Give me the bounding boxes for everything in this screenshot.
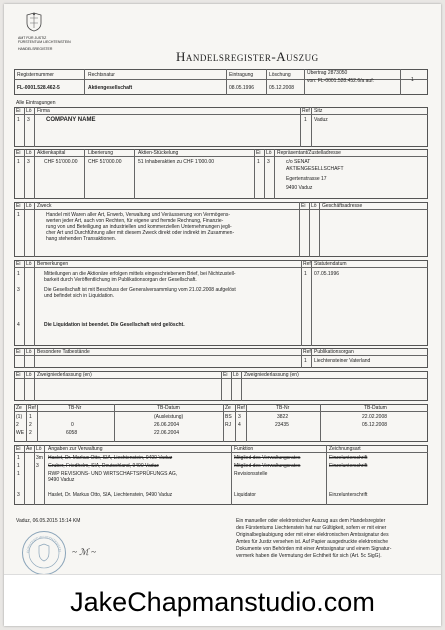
bem-r1-line-2: barkeit durch Veröffentlichung im Publikationsorgan der Gesellschaft. — [44, 277, 197, 283]
alle-eintragungen-label: Alle Eintragungen — [16, 100, 56, 106]
vw-h-ei: Ei — [16, 446, 21, 452]
note-line-2: des Fürstentums Liechtenstein hat nur Gültigkeit, sofern er mit einer — [236, 525, 387, 531]
bem-r1-line-1: Mitteilungen an die Aktionäre erfolgen mittels eingeschriebenem Brief, bei Nichtzustell- — [44, 271, 236, 277]
vw-r5-name: Haslet, Dr. Markus Otto, SIA, Liechtenstein, 9490 Vaduz — [48, 492, 173, 498]
tb-right-nr-2: 23435 — [275, 422, 289, 428]
zweck-h-zweck: Zweck — [37, 203, 52, 209]
bem-h-stat: Statutendatum — [314, 261, 347, 267]
coat-label-1: AMT FÜR JUSTIZ — [18, 36, 47, 40]
vw-r1-ei: 1 — [17, 455, 20, 461]
rep-line-4: 9490 Vaduz — [286, 185, 313, 191]
firma-h-ei: Ei — [16, 108, 21, 114]
tb-h-ref: Ref — [303, 349, 311, 355]
vw-r5-zeichnung: Einzelunterschrift — [329, 492, 368, 498]
kapital-h-lo2: Lö — [266, 150, 272, 156]
tb-left-ze-2: 2 — [16, 422, 19, 428]
rep-line-1: c/o SENAT — [286, 159, 311, 165]
sitz-ref: 1 — [304, 117, 307, 123]
note-line-1: Ein manueller oder elektronischer Auszug aus dem Handelsregister — [236, 518, 386, 524]
bem-r1-ei: 1 — [17, 271, 20, 277]
vw-h-angaben: Angaben zur Verwaltung — [48, 446, 103, 452]
zweck-line-5: hang stehenden Transaktionen. — [46, 236, 117, 242]
tb-h-lo: Lö — [26, 349, 32, 355]
liberierung-value: CHF 51'000.00 — [88, 159, 122, 165]
tb-left-ref-3: 2 — [29, 430, 32, 436]
zw-h-lo: Lö — [26, 372, 32, 378]
zw-h-zw2: Zweigniederlassung (en) — [244, 372, 299, 378]
registernummer-value: FL-0001.528.462-5 — [17, 85, 60, 91]
kapital-row-lo: 3 — [27, 159, 30, 165]
tb-h-ze2: Ze — [225, 405, 231, 411]
tb-h-pub: Publikationsorgan — [314, 349, 354, 355]
bem-h-ei: Ei — [16, 261, 21, 267]
vw-h-ae: Äe — [26, 446, 33, 452]
vw-r1-name: Haslet, Dr. Markus Otto, SIA, Liechtenstein, 9490 Vaduz — [48, 455, 173, 461]
bem-r3-ei: 4 — [17, 322, 20, 328]
page-number: 1 — [411, 77, 414, 83]
vw-r1-zeichnung: Einzelunterschrift — [329, 455, 368, 461]
stueckelung-value: 51 Inhaberaktien zu CHF 1'000.00 — [138, 159, 215, 165]
aktienkapital-value: CHF 51'000.00 — [44, 159, 78, 165]
vw-r3-name: RWP REVISIONS- UND WIRTSCHAFTSPRÜFUNGS AG, — [48, 471, 178, 477]
stat-ref: 1 — [304, 271, 307, 277]
bem-r2-line-1: Die Gesellschaft ist mit Beschluss der Generalversammlung vom 21.02.2008 aufgelöst — [44, 287, 236, 293]
tb-right-ze-1: BS — [225, 414, 232, 420]
vw-h-lo: Lö — [36, 446, 42, 452]
tb-h-tbnr2: TB-Nr — [276, 405, 290, 411]
tb-left-nr-2: 0 — [71, 422, 74, 428]
kapital-h-ref: Ei — [256, 150, 261, 156]
tb-left-nr-3: 6058 — [66, 430, 78, 436]
tb-left-ref-1: 1 — [29, 414, 32, 420]
vw-h-zeichnung: Zeichnungsart — [329, 446, 361, 452]
vw-r2-funktion: Mitglied des Verwaltungsrates — [234, 463, 301, 469]
note-line-4: Amtes für Justiz versehen ist. Auf Papier ausgedruckte elektronische — [236, 539, 389, 545]
kapital-h-lib: Liberierung — [88, 150, 114, 156]
zweck-line-2: werten jeder Art, auch von Rechten, für eigene und fremde Rechnung, Finanzie- — [46, 218, 224, 224]
rechtsnatur-value: Aktiengesellschaft — [88, 85, 133, 91]
zweck-h-lo: Lö — [26, 203, 32, 209]
tb-left-ze-1: (1) — [16, 414, 23, 420]
col-uebertrag: Übertrag 2873050 — [307, 70, 348, 76]
vw-r2-zeichnung: Einzelunterschrift — [329, 463, 368, 469]
coat-of-arms-icon — [26, 12, 42, 32]
zw-h-lo2: Lö — [233, 372, 239, 378]
zw-h-zw: Zweigniederlassung (en) — [37, 372, 92, 378]
col-eintragung: Eintragung — [229, 72, 254, 78]
note-line-6: vermerk haben die Vermutung der Echtheit für sich (Art. 5c SigG). — [236, 553, 382, 559]
bem-h-lo: Lö — [26, 261, 32, 267]
zweck-line-3: rung von und Beteiligung an industriellen und kommerziellen Unternehmungen jegli- — [46, 224, 232, 230]
bem-r3-text: Die Liquidation ist beendet. Die Gesellschaft wird gelöscht. — [44, 322, 185, 328]
eintragung-value: 08.05.1996 — [229, 85, 255, 91]
vw-r1-funktion: Mitglied des Verwaltungsrates — [234, 455, 301, 461]
stamp-text: FÜRSTENTUM LIECHTENSTEI — [25, 534, 62, 554]
svg-text:FÜRSTENTUM LIECHTENSTEIN — [23, 532, 62, 553]
rep-line-3: Egertenstrasse 17 — [286, 176, 327, 182]
coat-label-2: FÜRSTENTUM LIECHTENSTEIN — [18, 40, 71, 44]
vw-r2-lo: 3 — [36, 463, 39, 469]
vw-r5-funktion: Liquidator — [234, 492, 256, 498]
note-line-3: Originalbeglaubigung oder mit einer elektronischen Amtssignatur des — [236, 532, 389, 538]
loeschung-value: 05.12.2008 — [269, 85, 295, 91]
firma-h-sitz: Sitz — [314, 108, 323, 114]
tb-left-ref-2: 2 — [29, 422, 32, 428]
firma-h-lo: Lö — [26, 108, 32, 114]
firma-section — [14, 107, 428, 147]
bem-r2-line-2: und befindet sich in Liquidation. — [44, 293, 115, 299]
col-rechtsnatur: Rechtsnatur — [88, 72, 115, 78]
company-name: COMPANY NAME — [46, 117, 96, 123]
watermark-banner — [4, 574, 441, 626]
zweck-h-lo2: Lö — [311, 203, 317, 209]
zw-h-ei2: Ei — [223, 372, 228, 378]
zweck-h-gesch: Geschäftsadresse — [322, 203, 363, 209]
firma-h-firma: Firma — [37, 108, 50, 114]
tb-h-tbdat: TB-Datum — [157, 405, 180, 411]
sitz-value: Vaduz — [314, 117, 328, 123]
tb-right-nr-1: 3822 — [277, 414, 289, 420]
vw-h-funktion: Funktion — [234, 446, 254, 452]
tb-left-dat-3: 22.06.2004 — [154, 430, 180, 436]
tb-h-ze: Ze — [16, 405, 22, 411]
vw-r1-lo: 3m — [36, 455, 43, 461]
document-page — [4, 4, 441, 626]
rep-ei: 1 — [257, 159, 260, 165]
vw-r2-name: Gruber, Friedhelm, SIA, Deutschland, 9490 Vaduz — [48, 463, 159, 469]
tb-h-tbnr: TB-Nr — [68, 405, 82, 411]
kapital-h-aktien: Aktienkapital — [37, 150, 66, 156]
tb-left-ze-3: WE — [16, 430, 25, 436]
bem-r2-ei: 3 — [17, 287, 20, 293]
coat-label-3: HANDELSREGISTER — [18, 47, 53, 51]
kapital-row-ei: 1 — [17, 159, 20, 165]
rep-lo: 3 — [267, 159, 270, 165]
pub-ref: 1 — [304, 358, 307, 364]
tb-h-ref: Ref — [28, 405, 36, 411]
zweck-line-1: Handel mit Waren aller Art, Erwerb, Verwaltung und Veräusserung von Vermögens- — [46, 212, 231, 218]
uebertrag-value: von: FL-0001.528.452.6/a auf: — [307, 78, 374, 84]
kapital-h-ei: Ei — [16, 150, 21, 156]
rep-line-2: AKTIENGESELLSCHAFT — [286, 166, 344, 172]
col-loeschung: Löschung — [269, 72, 291, 78]
tb-right-dat-1: 22.02.2008 — [362, 414, 388, 420]
bem-h-bem: Bemerkungen — [37, 261, 69, 267]
stat-date: 07.05.1996 — [314, 271, 340, 277]
signature: ~ ℳ ~ — [72, 547, 96, 557]
tb-left-dat-1: (Ausleistung) — [154, 414, 184, 420]
watermark-text: JakeChapmanstudio.com — [70, 587, 375, 617]
firma-h-ref: Ref — [302, 108, 310, 114]
note-line-5: Dokumente von Behörden mit einer Amtssignatur und einem Signatur- — [236, 546, 392, 552]
tb-h-bes: Besondere Tatbestände — [37, 349, 90, 355]
bem-h-ref: Ref — [303, 261, 311, 267]
col-registernummer: Registernummer — [17, 72, 54, 78]
firma-row-ei: 1 — [17, 117, 20, 123]
tb-right-ref-1: 3 — [238, 414, 241, 420]
tb-h-tbdat2: TB-Datum — [364, 405, 387, 411]
zweck-h-ei: Ei — [16, 203, 21, 209]
kapital-h-stueck: Aktien-Stückelung — [138, 150, 179, 156]
tb-right-dat-2: 05.12.2008 — [362, 422, 388, 428]
vw-r4-name: 9490 Vaduz — [48, 477, 75, 483]
firma-row-lo: 3 — [27, 117, 30, 123]
document-title: Handelsregister-Auszug — [176, 49, 319, 64]
vw-r2-ei: 1 — [17, 463, 20, 469]
vw-r5-ei: 3 — [17, 492, 20, 498]
tb-h-ei: Ei — [16, 349, 21, 355]
pub-value: Liechtensteiner Vaterland — [314, 358, 371, 364]
kapital-h-lo: Lö — [26, 150, 32, 156]
zweck-line-4: cher Art und Durchführung aller mit diesem Zweck direkt oder indirekt im Zusammen- — [46, 230, 235, 236]
zweck-h-ei2: Ei — [301, 203, 306, 209]
official-stamp — [22, 531, 66, 575]
tb-right-ref-2: 4 — [238, 422, 241, 428]
kapital-h-rep: Repräsentant/Zustelladresse — [277, 150, 341, 156]
zw-h-ei: Ei — [16, 372, 21, 378]
tb-right-ze-2: RJ — [225, 422, 232, 428]
zweck-row-ei: 1 — [17, 212, 20, 218]
tb-left-dat-2: 26.06.2004 — [154, 422, 180, 428]
vw-r3-ei: 1 — [17, 471, 20, 477]
tb-h-ref2: Ref — [237, 405, 245, 411]
place-date: Vaduz, 06.05.2015 15:14 KM — [16, 518, 81, 524]
vw-r3-funktion: Revisionsstelle — [234, 471, 268, 477]
